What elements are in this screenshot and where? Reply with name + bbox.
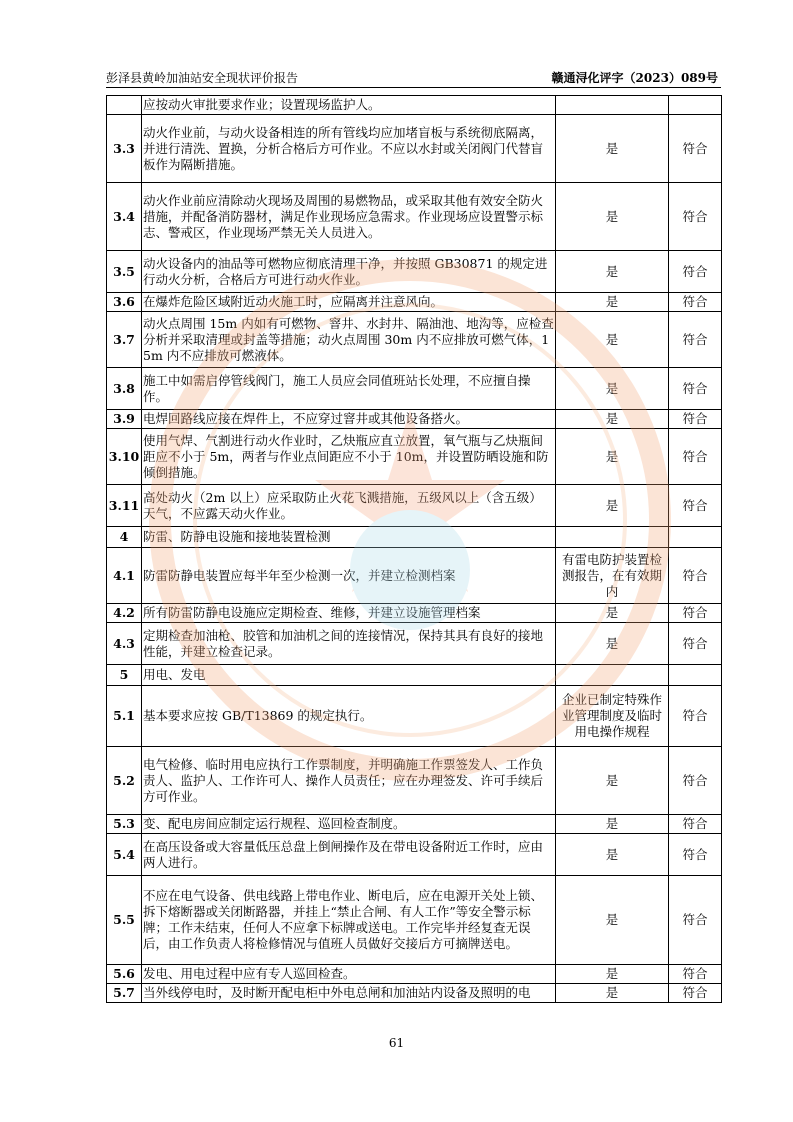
check-result (556, 527, 669, 548)
requirement-text: 在爆炸危险区域附近动火施工时，应隔离并注意风向。 (142, 293, 556, 312)
check-result (556, 96, 669, 115)
item-number: 5.6 (107, 965, 142, 984)
check-result: 是 (556, 251, 669, 293)
item-number: 4.1 (107, 548, 142, 604)
conformity-conclusion: 符合 (669, 410, 722, 429)
header-divider (106, 87, 721, 88)
check-result: 是 (556, 115, 669, 183)
report-title: 彭泽县黄岭加油站安全现状评价报告 (106, 71, 299, 85)
check-result: 是 (556, 312, 669, 368)
check-result: 是 (556, 965, 669, 984)
check-result: 是 (556, 604, 669, 623)
check-result: 是 (556, 815, 669, 834)
requirement-text: 动火设备内的油品等可燃物应彻底清理干净，并按照 GB30871 的规定进行动火分析，合格后方可进行动火作业。 (142, 251, 556, 293)
requirement-text: 动火作业前，与动火设备相连的所有管线均应加堵盲板与系统彻底隔离，并进行清洗、置换，分析合格后方可作业。不应以水封或关闭阀门代替盲板作为隔断措施。 (142, 115, 556, 183)
item-number: 3.9 (107, 410, 142, 429)
conformity-conclusion: 符合 (669, 429, 722, 485)
section-row (107, 527, 722, 548)
requirement-text: 电焊回路线应接在焊件上，不应穿过窨井或其他设备搭火。 (142, 410, 556, 429)
table-row (107, 604, 722, 623)
conformity-conclusion (669, 665, 722, 686)
item-number: 3.6 (107, 293, 142, 312)
conformity-conclusion: 符合 (669, 965, 722, 984)
requirement-text: 变、配电房间应制定运行规程、巡回检查制度。 (142, 815, 556, 834)
item-number: 5.3 (107, 815, 142, 834)
item-number: 4.2 (107, 604, 142, 623)
conformity-conclusion: 符合 (669, 815, 722, 834)
conformity-conclusion: 符合 (669, 876, 722, 965)
item-number: 3.3 (107, 115, 142, 183)
item-number: 3.10 (107, 429, 142, 485)
check-result: 是 (556, 984, 669, 1003)
item-number: 3.5 (107, 251, 142, 293)
item-number: 5.1 (107, 686, 142, 747)
table-body (107, 96, 722, 1003)
requirement-text: 所有防雷防静电设施应定期检查、维修，并建立设施管理档案 (142, 604, 556, 623)
inspection-table (106, 95, 722, 1003)
item-number: 5.7 (107, 984, 142, 1003)
table-row (107, 815, 722, 834)
item-number: 5 (107, 665, 142, 686)
item-number: 5.4 (107, 834, 142, 876)
requirement-text: 定期检查加油枪、胶管和加油机之间的连接情况，保持其具有良好的接地性能，并建立检查记录。 (142, 623, 556, 665)
check-result (556, 665, 669, 686)
table-row (107, 183, 722, 251)
conformity-conclusion (669, 527, 722, 548)
check-result: 是 (556, 876, 669, 965)
table-row (107, 965, 722, 984)
requirement-text: 用电、发电 (142, 665, 556, 686)
table-row (107, 312, 722, 368)
requirement-text: 不应在电气设备、供电线路上带电作业、断电后，应在电源开关处上锁、拆下熔断器或关闭断路器，并挂上“禁止合闸、有人工作”等安全警示标牌；工作未结束，任何人不应拿下标牌或送电。工作完毕并经复查无误后，由工作负责人将检修情况与值班人员做好交接后方可摘牌送电。 (142, 876, 556, 965)
check-result: 是 (556, 623, 669, 665)
conformity-conclusion: 符合 (669, 251, 722, 293)
conformity-conclusion: 符合 (669, 623, 722, 665)
conformity-conclusion: 符合 (669, 183, 722, 251)
requirement-text: 动火作业前应清除动火现场及周围的易燃物品，或采取其他有效安全防火措施，并配备消防器材，满足作业现场应急需求。作业现场应设置警示标志、警戒区，作业现场严禁无关人员进入。 (142, 183, 556, 251)
requirement-text: 防雷防静电装置应每半年至少检测一次，并建立检测档案 (142, 548, 556, 604)
item-number: 4.3 (107, 623, 142, 665)
conformity-conclusion: 符合 (669, 293, 722, 312)
check-result: 是 (556, 410, 669, 429)
table-row (107, 623, 722, 665)
check-result: 是 (556, 293, 669, 312)
conformity-conclusion: 符合 (669, 548, 722, 604)
requirement-text: 高处动火（2m 以上）应采取防止火花飞溅措施，五级风以上（含五级）天气，不应露天动火作业。 (142, 485, 556, 527)
table-row (107, 984, 722, 1003)
requirement-text: 当外线停电时，及时断开配电柜中外电总闸和加油站内设备及照明的电 (142, 984, 556, 1003)
table-row (107, 747, 722, 815)
table-row (107, 368, 722, 410)
table-row (107, 429, 722, 485)
check-result: 是 (556, 429, 669, 485)
section-row (107, 665, 722, 686)
conformity-conclusion: 符合 (669, 834, 722, 876)
check-result: 是 (556, 485, 669, 527)
conformity-conclusion: 符合 (669, 368, 722, 410)
check-result: 是 (556, 368, 669, 410)
page-number: 61 (388, 1036, 405, 1050)
table-row (107, 485, 722, 527)
conformity-conclusion: 符合 (669, 686, 722, 747)
conformity-conclusion: 符合 (669, 747, 722, 815)
table-row (107, 293, 722, 312)
item-number (107, 96, 142, 115)
document-number: 赣通浔化评字（2023）089号 (551, 71, 718, 85)
requirement-text: 使用气焊、气割进行动火作业时，乙炔瓶应直立放置，氧气瓶与乙炔瓶间距应不小于 5m，两者与作业点间距应不小于 10m，并设置防晒设施和防倾倒措施。 (142, 429, 556, 485)
requirement-text: 发电、用电过程中应有专人巡回检查。 (142, 965, 556, 984)
check-result: 是 (556, 747, 669, 815)
item-number: 5.5 (107, 876, 142, 965)
requirement-text: 施工中如需启停管线阀门，施工人员应会同值班站长处理，不应擅自操作。 (142, 368, 556, 410)
check-result: 是 (556, 183, 669, 251)
check-result: 有雷电防护装置检测报告，在有效期内 (556, 548, 669, 604)
item-number: 3.8 (107, 368, 142, 410)
item-number: 5.2 (107, 747, 142, 815)
table-row (107, 686, 722, 747)
conformity-conclusion: 符合 (669, 485, 722, 527)
conformity-conclusion (669, 96, 722, 115)
requirement-text: 应按动火审批要求作业；设置现场监护人。 (142, 96, 556, 115)
table-row (107, 876, 722, 965)
item-number: 3.7 (107, 312, 142, 368)
table-row (107, 96, 722, 115)
table-row (107, 548, 722, 604)
conformity-conclusion: 符合 (669, 312, 722, 368)
check-result: 是 (556, 834, 669, 876)
item-number: 3.11 (107, 485, 142, 527)
requirement-text: 基本要求应按 GB/T13869 的规定执行。 (142, 686, 556, 747)
check-result: 企业已制定特殊作业管理制度及临时用电操作规程 (556, 686, 669, 747)
item-number: 4 (107, 527, 142, 548)
requirement-text: 防雷、防静电设施和接地装置检测 (142, 527, 556, 548)
table-row (107, 251, 722, 293)
conformity-conclusion: 符合 (669, 984, 722, 1003)
requirement-text: 动火点周围 15m 内如有可燃物、窨井、水封井、隔油池、地沟等，应检查分析并采取清理或封盖等措施；动火点周围 30m 内不应排放可燃气体，15m 内不应排放可燃液体。 (142, 312, 556, 368)
table-row (107, 410, 722, 429)
table-row (107, 115, 722, 183)
item-number: 3.4 (107, 183, 142, 251)
conformity-conclusion: 符合 (669, 604, 722, 623)
table-row (107, 834, 722, 876)
requirement-text: 在高压设备或大容量低压总盘上倒闸操作及在带电设备附近工作时，应由两人进行。 (142, 834, 556, 876)
requirement-text: 电气检修、临时用电应执行工作票制度，并明确施工作票签发人、工作负责人、监护人、工作许可人、操作人员责任；应在办理签发、许可手续后方可作业。 (142, 747, 556, 815)
conformity-conclusion: 符合 (669, 115, 722, 183)
